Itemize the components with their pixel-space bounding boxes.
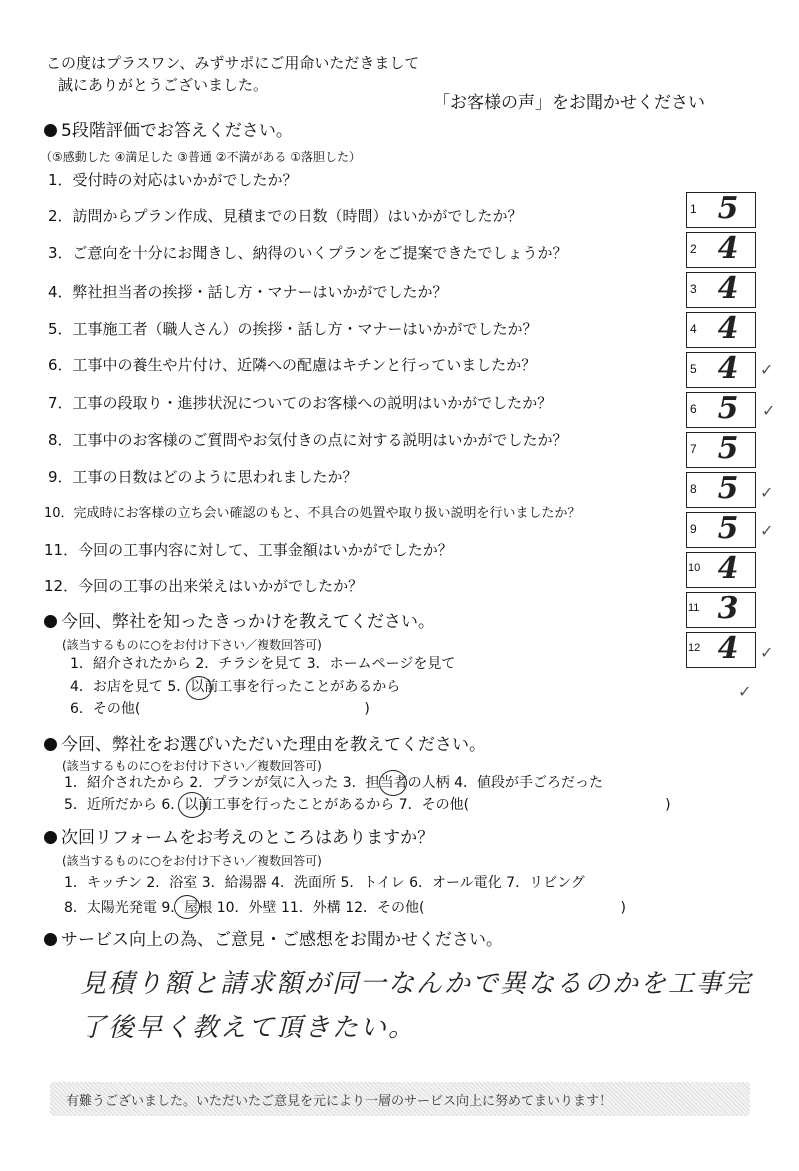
answer-value: 5	[717, 191, 739, 226]
answer-number: 2	[690, 242, 697, 256]
answer-number: 5	[690, 362, 697, 376]
selection-circle	[186, 676, 212, 700]
handwritten-comment: 見積り額と請求額が同一なんかで異なるのかを工事完了後早く教えて頂きたい。	[80, 969, 753, 1043]
section3-options-1: 1．紹介されたから 2．プランが気に入った 3．担当者の人柄 4．値段が手ごろだった	[64, 775, 603, 791]
answer-number: 11	[688, 602, 700, 614]
section4-options-1: 1．キッチン 2．浴室 3．給湯器 4．洗面所 5．トイレ 6．オール電化 7．リビング	[64, 875, 585, 891]
section3-title	[44, 735, 486, 755]
answer-value: 5	[717, 511, 739, 546]
question-10: 10．完成時にお客様の立ち会い確認のもと、不具合の処置や取り扱い説明を行いましたか？	[44, 506, 581, 521]
answer-number: 7	[690, 442, 697, 456]
answer-number: 6	[690, 402, 697, 416]
question-7: 7．工事の段取り・進捗状況についてのお客様への説明はいかがでしたか？	[48, 394, 553, 412]
answer-box	[686, 312, 756, 348]
selection-circle	[178, 792, 206, 818]
answer-box	[686, 352, 756, 388]
answer-value: 4	[717, 311, 739, 346]
answer-box	[686, 472, 756, 508]
question-11: 11．今回の工事内容に対して、工事金額はいかがでしたか？	[44, 541, 453, 559]
check-mark-icon: ✓	[760, 360, 774, 379]
intro-line-1: この度はプラスワン、みずサポにご用命いただきまして	[46, 54, 420, 72]
section3-title-text: 今回、弊社をお選びいただいた理由を教えてください。	[61, 735, 486, 755]
answer-box	[686, 272, 756, 308]
answer-box	[686, 392, 756, 428]
section2-options-2: 4．お店を見て 5．以前工事を行ったことがあるから	[70, 679, 401, 695]
answer-box	[686, 632, 756, 668]
answer-value: 4	[717, 631, 739, 666]
answer-box	[686, 552, 756, 588]
section3-options-2: 5．近所だから 6．以前工事を行ったことがあるから 7．その他( )	[64, 797, 671, 813]
question-8: 8．工事中のお客様のご質問やお気付きの点に対する説明はいかがでしたか？	[48, 431, 568, 449]
answer-box	[686, 232, 756, 268]
answer-number: 9	[690, 522, 697, 536]
answer-value: 3	[717, 591, 739, 626]
section4-title-text: 次回リフォームをお考えのところはありますか？	[61, 828, 435, 848]
answer-number: 10	[688, 562, 701, 574]
section4-options-2: 8．太陽光発電 9．屋根 10．外壁 11．外構 12．その他( )	[64, 900, 626, 916]
bullet-icon	[44, 738, 57, 751]
answer-number: 3	[690, 282, 697, 296]
check-mark-icon: ✓	[762, 401, 776, 420]
section5-title-text: サービス向上の為、ご意見・ご感想をお聞かせください。	[61, 930, 503, 950]
bullet-icon	[44, 933, 57, 946]
question-2: 2．訪問からプラン作成、見積までの日数（時間）はいかがでしたか？	[48, 207, 523, 225]
check-mark-icon: ✓	[760, 643, 774, 662]
answer-number: 12	[688, 642, 701, 654]
check-mark-icon: ✓	[738, 682, 752, 701]
answer-value: 4	[717, 271, 739, 306]
section1-title	[44, 121, 293, 141]
rating-scale: （⑤感動した ④満足した ③普通 ②不満がある ①落胆した）	[40, 150, 362, 164]
section4-title	[44, 828, 434, 848]
selection-circle	[174, 895, 200, 919]
answer-number: 8	[690, 482, 697, 496]
question-9: 9．工事の日数はどのように思われましたか？	[48, 468, 358, 486]
answer-box	[686, 432, 756, 468]
section2-title-text: 今回、弊社を知ったきっかけを教えてください。	[61, 612, 435, 632]
section2-options-3: 6．その他( )	[70, 701, 370, 717]
answer-value: 4	[717, 551, 739, 586]
section2-options-1: 1．紹介されたから 2．チラシを見て 3．ホームページを見て	[70, 656, 456, 672]
answer-number: 1	[690, 202, 697, 216]
question-6: 6．工事中の養生や片付け、近隣への配慮はキチンと行っていましたか？	[48, 356, 537, 374]
footer-message: 有難うございました。いただいたご意見を元により一層のサービス向上に努めてまいります！	[66, 1094, 613, 1109]
selection-circle	[379, 770, 407, 796]
check-mark-icon: ✓	[760, 483, 774, 502]
section4-note: (該当するものに○をお付け下さい／複数回答可)	[62, 854, 322, 868]
check-mark-icon: ✓	[760, 521, 774, 540]
section2-title	[44, 612, 435, 632]
question-3: 3．ご意向を十分にお聞きし、納得のいくプランをご提案できたでしょうか？	[48, 244, 568, 262]
section5-title	[44, 930, 503, 950]
question-1: 1．受付時の対応はいかがでしたか？	[48, 171, 298, 189]
bullet-icon	[44, 831, 57, 844]
bullet-icon	[44, 124, 57, 137]
answer-box	[686, 592, 756, 628]
answer-value: 5	[717, 431, 739, 466]
question-12: 12．今回の工事の出来栄えはいかがでしたか？	[44, 577, 364, 595]
answer-value: 4	[717, 231, 739, 266]
answer-box	[686, 512, 756, 548]
question-4: 4．弊社担当者の挨拶・話し方・マナーはいかがでしたか？	[48, 283, 448, 301]
section3-note: (該当するものに○をお付け下さい／複数回答可)	[62, 759, 322, 773]
section1-title-text: 5段階評価でお答えください。	[61, 121, 293, 141]
intro-line-2: 誠にありがとうございました。	[58, 76, 269, 94]
answer-box	[686, 192, 756, 228]
answer-value: 5	[717, 391, 739, 426]
question-5: 5．工事施工者（職人さん）の挨拶・話し方・マナーはいかがでしたか？	[48, 320, 538, 338]
bullet-icon	[44, 615, 57, 628]
answer-value: 4	[717, 351, 739, 386]
section2-note: (該当するものに○をお付け下さい／複数回答可)	[62, 638, 322, 652]
answer-value: 5	[717, 471, 739, 506]
answer-number: 4	[690, 322, 697, 336]
survey-title: 「お客様の声」をお聞かせください	[433, 93, 705, 113]
